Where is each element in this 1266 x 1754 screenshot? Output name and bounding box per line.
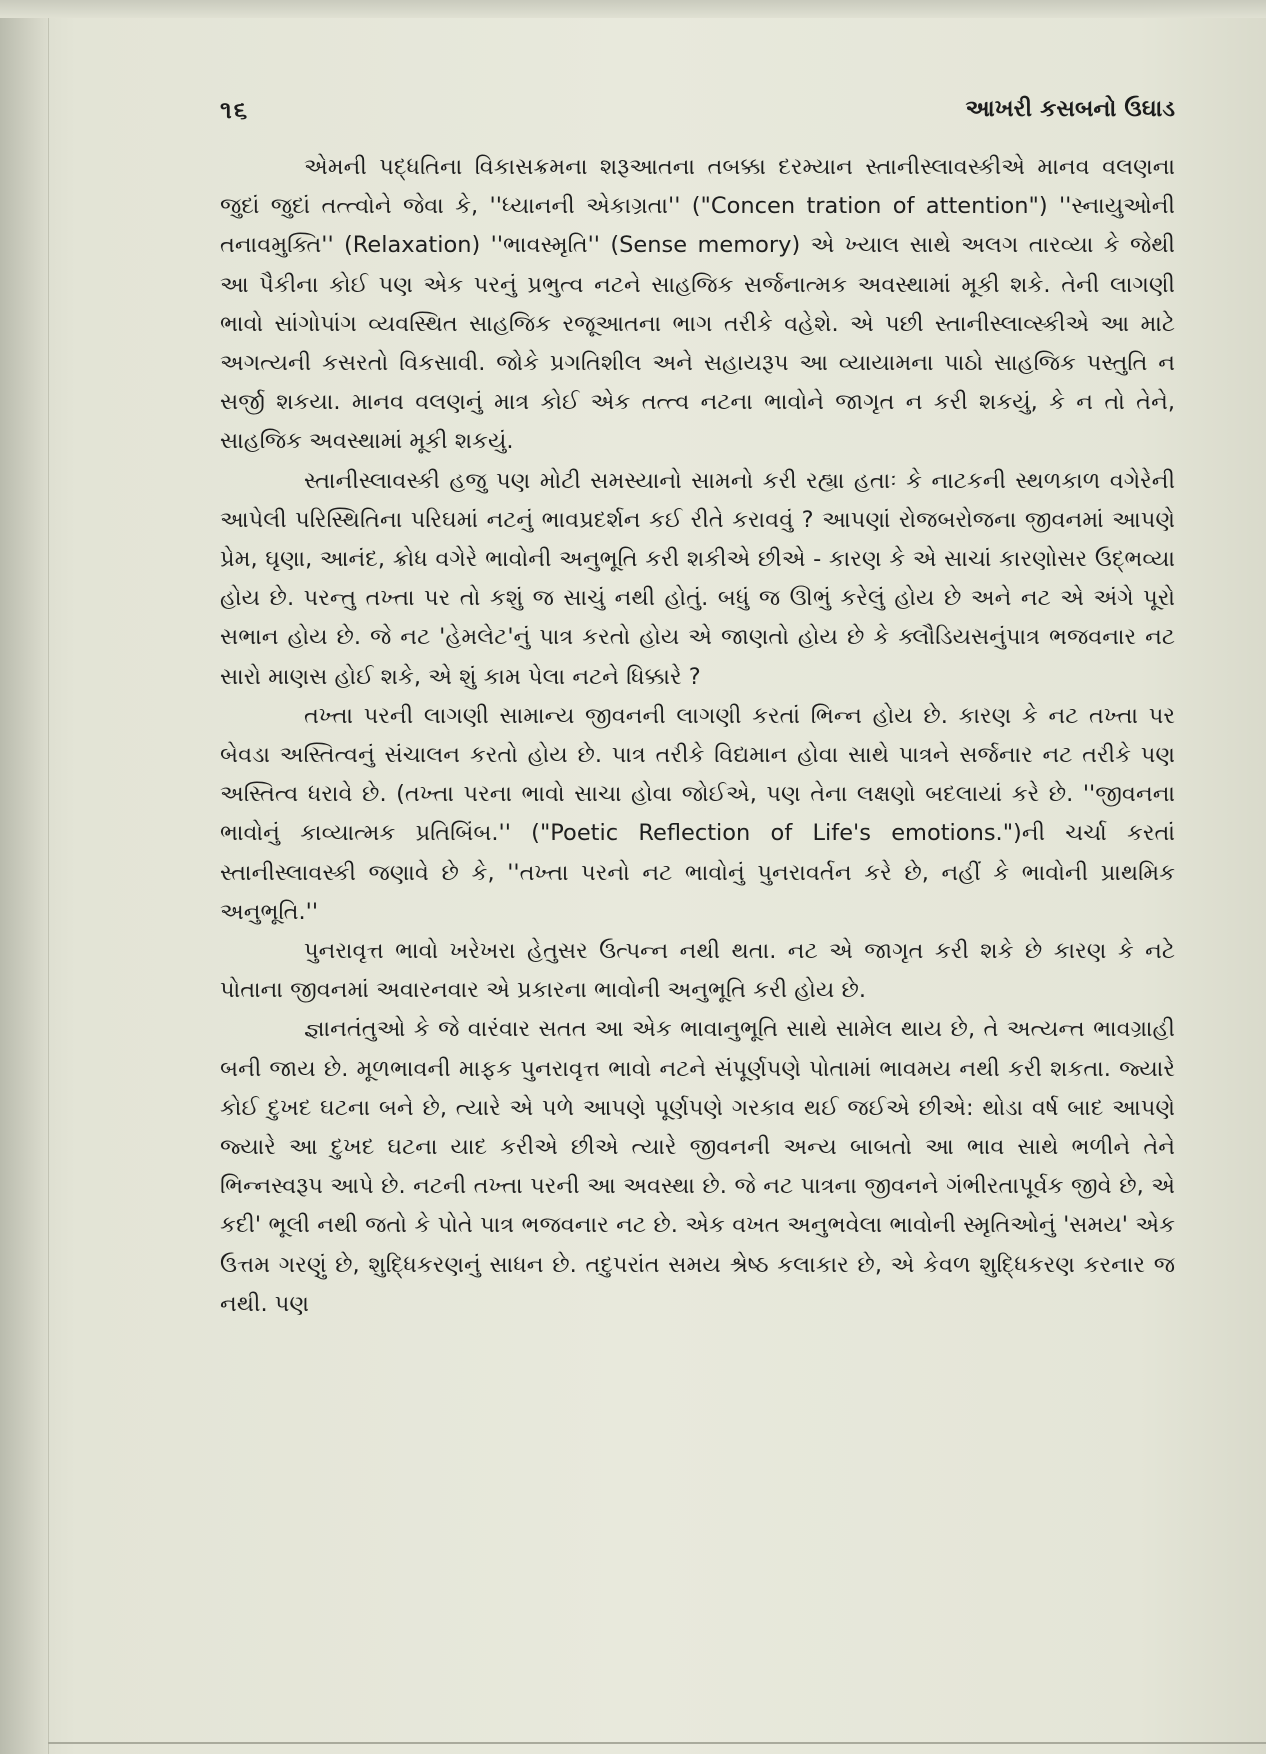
running-title: આખરી કસબનો ઉઘાડ [965,96,1175,122]
page-number: ૧૬ [220,96,250,124]
paragraph-3: તખ્તા પરની લાગણી સામાન્ય જીવનની લાગણી કરતાં ભિન્ન હોય છે. કારણ કે નટ તખ્તા પર બેવડા અસ્તિત્વનું સંચાલન કરતો હોય છે. પાત્ર તરીકે વિદ્યમાન હોવા સાથે પાત્રને સર્જનાર નટ તરીકે પણ અસ્તિત્વ ધરાવે છે. (તખ્તા પરના ભાવો સાચા હોવા જોઈએ, પણ તેના લક્ષણો બદલાયાં કરે છે. ''જીવનના ભાવોનું કાવ્યાત્મક પ્રતિબિંબ.'' ("Poetic Reflection of Life's emotions.")ની ચર્ચા કરતાં સ્તાનીસ્લાવસ્કી જણાવે છે કે, ''તખ્તા પરનો નટ ભાવોનું પુનરાવર્તન કરે છે, નહીં કે ભાવોની પ્રાથમિક અનુભૂતિ.'' [220,702,1175,925]
page-bottom-edge [48,1742,1266,1744]
paragraph-5: જ્ઞાનતંતુઓ કે જે વારંવાર સતત આ એક ભાવાનુભૂતિ સાથે સામેલ થાય છે, તે અત્યન્ત ભાવગ્રાહી બની જાય છે. મૂળભાવની માફક પુનરાવૃત્ત ભાવો નટને સંપૂર્ણપણે પોતામાં ભાવમય નથી કરી શકતા. જ્યારે કોઈ દુખદ ઘટના બને છે, ત્યારે એ પળે આપણે પૂર્ણપણે ગરકાવ થઈ જઈએ છીએ: થોડા વર્ષ બાદ આપણે જ્યારે આ દુખદ ઘટના યાદ કરીએ છીએ ત્યારે જીવનની અન્ય બાબતો આ ભાવ સાથે ભળીને તેને ભિન્નસ્વરૂપ આપે છે. નટની તખ્તા પરની આ અવસ્થા છે. જે નટ પાત્રના જીવનને ગંભીરતાપૂર્વક જીવે છે, એ કદી' ભૂલી નથી જતો કે પોતે પાત્ર ભજવનાર નટ છે. એક વખત અનુભવેલા ભાવોની સ્મૃતિઓનું 'સમય' એક ઉત્તમ ગરણું છે, શુદ્ધિકરણનું સાધન છે. તદુપરાંત સમય શ્રેષ્ઠ કલાકાર છે, એ કેવળ શુદ્ધિકરણ કરનાર જ નથી. પણ [220,1016,1175,1317]
paragraph-4: પુનરાવૃત્ત ભાવો ખરેખરા હેતુસર ઉત્પન્ન નથી થતા. નટ એ જાગૃત કરી શકે છે કારણ કે નટે પોતાના જીવનમાં અવારનવાર એ પ્રકારના ભાવોની અનુભૂતિ કરી હોય છે. [220,938,1175,1004]
page-top-edge [0,0,1266,18]
paragraph-1: એમની પદ્ધતિના વિકાસક્રમના શરૂઆતના તબક્કા દરમ્યાન સ્તાનીસ્લાવસ્કીએ માનવ વલણના જુદાં જુદાં તત્ત્વોને જેવા કે, ''ધ્યાનની એકાગ્રતા'' ("Concen tration of attention") ''સ્નાયુઓની તનાવમુક્તિ'' (Relaxation) ''ભાવસ્મૃતિ'' (Sense memory) એ ખ્યાલ સાથે અલગ તારવ્યા કે જેથી આ પૈકીના કોઈ પણ એક પરનું પ્રભુત્વ નટને સાહજિક સર્જનાત્મક અવસ્થામાં મૂકી શકે. તેની લાગણી ભાવો સાંગોપાંગ વ્યવસ્થિત સાહજિક રજૂઆતના ભાગ તરીકે વહેશે. એ પછી સ્તાનીસ્લાવ્સ્કીએ આ માટે અગત્યની કસરતો વિકસાવી. જોકે પ્રગતિશીલ અને સહાયરૂપ આ વ્યાયામના પાઠો સાહજિક પસ્તુતિ ન સર્જી શકયા. માનવ વલણનું માત્ર કોઈ એક તત્ત્વ નટના ભાવોને જાગૃત ન કરી શકયું, કે ન તો તેને, સાહજિક અવસ્થામાં મૂકી શકયું. [220,154,1175,455]
page-header [220,96,1175,136]
body-text [220,148,1175,1324]
page-binding-edge [0,0,49,1754]
paragraph-2: સ્તાનીસ્લાવસ્કી હજુ પણ મોટી સમસ્યાનો સામનો કરી રહ્યા હતાઃ કે નાટકની સ્થળકાળ વગેરેની આપેલી પરિસ્થિતિના પરિઘમાં નટનું ભાવપ્રદર્શન કઈ રીતે કરાવવું ? આપણાં રોજબરોજના જીવનમાં આપણે પ્રેમ, ઘૃણા, આનંદ, ક્રોધ વગેરે ભાવોની અનુભૂતિ કરી શકીએ છીએ - કારણ કે એ સાચાં કારણોસર ઉદ્ભવ્યા હોય છે. પરન્તુ તખ્તા પર તો કશું જ સાચું નથી હોતું. બધું જ ઊભું કરેલું હોય છે અને નટ એ અંગે પૂરો સભાન હોય છે. જે નટ 'હેમલેટ'નું પાત્ર કરતો હોય એ જાણતો હોય છે કે ક્લૌડિયસનુંપાત્ર ભજવનાર નટ સારો માણસ હોઈ શકે, એ શું કામ પેલા નટને ધિક્કારે ? [220,467,1175,690]
